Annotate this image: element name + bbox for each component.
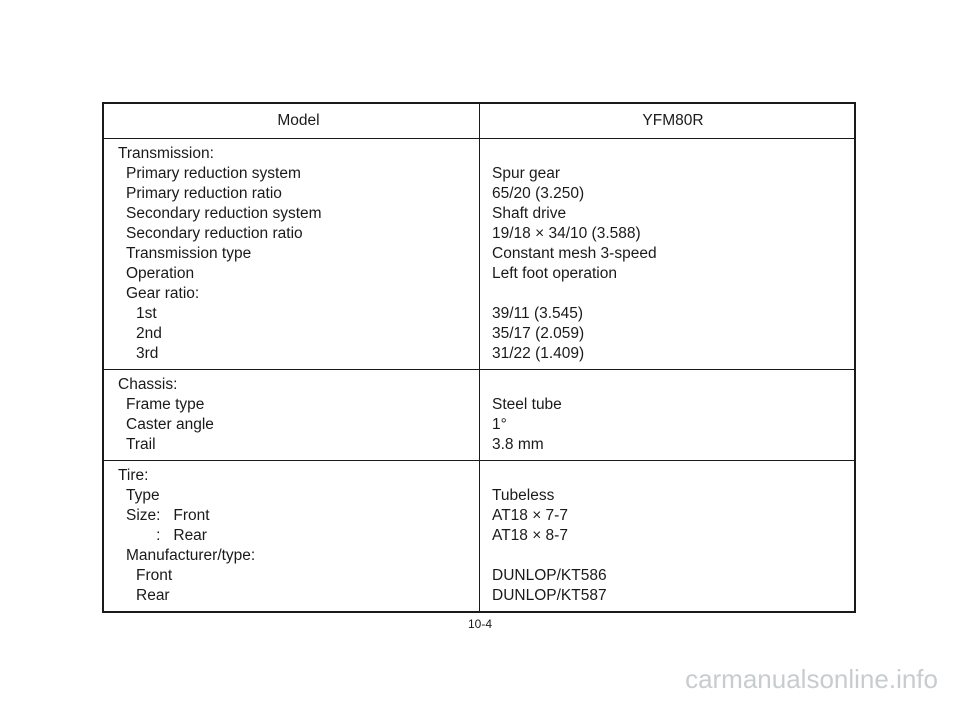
gear-ratio-label: Gear ratio:	[126, 285, 200, 302]
trail-value: 3.8 mm	[492, 436, 544, 453]
gear-3rd-label: 3rd	[136, 345, 159, 362]
table-header-row	[104, 104, 854, 138]
secondary-reduction-ratio-label: Secondary reduction ratio	[126, 225, 303, 242]
chassis-heading: Chassis:	[118, 376, 178, 393]
chassis-section	[104, 369, 854, 460]
size-front-label: Size: Front	[126, 507, 210, 524]
tire-section	[104, 460, 854, 611]
chassis-labels	[104, 370, 480, 460]
manufacturer-spacer	[492, 546, 854, 566]
gear-2nd-value: 35/17 (2.059)	[492, 325, 585, 342]
transmission-values	[480, 139, 854, 369]
tire-type-value: Tubeless	[492, 487, 555, 504]
gear-ratio-spacer	[492, 284, 854, 304]
gear-1st-label: 1st	[136, 305, 157, 322]
spec-table	[102, 102, 856, 613]
caster-angle-label: Caster angle	[126, 416, 214, 433]
tire-heading-spacer	[492, 466, 854, 486]
secondary-reduction-ratio-value: 19/18 × 34/10 (3.588)	[492, 225, 641, 242]
gear-2nd-label: 2nd	[136, 325, 162, 342]
transmission-type-label: Transmission type	[126, 245, 252, 262]
chassis-values	[480, 370, 854, 460]
manufacturer-label: Manufacturer/type:	[126, 547, 256, 564]
primary-reduction-ratio-label: Primary reduction ratio	[126, 185, 282, 202]
gear-1st-value: 39/11 (3.545)	[492, 305, 584, 322]
transmission-heading-spacer	[492, 144, 854, 164]
transmission-type-value: Constant mesh 3-speed	[492, 245, 657, 262]
tire-labels	[104, 461, 480, 611]
model-header-label: Model	[104, 104, 480, 138]
transmission-labels	[104, 139, 480, 369]
model-header-value: YFM80R	[642, 112, 704, 129]
manufacturer-front-value: DUNLOP/KT586	[492, 567, 607, 584]
tire-values	[480, 461, 854, 611]
manufacturer-rear-label: Rear	[136, 587, 170, 604]
secondary-reduction-system-value: Shaft drive	[492, 205, 567, 222]
watermark: carmanualsonline.info	[685, 664, 938, 694]
size-front-value: AT18 × 7-7	[492, 507, 568, 524]
operation-value: Left foot operation	[492, 265, 617, 282]
manufacturer-rear-value: DUNLOP/KT587	[492, 587, 607, 604]
caster-angle-value: 1°	[492, 416, 507, 433]
gear-3rd-value: 31/22 (1.409)	[492, 345, 585, 362]
operation-label: Operation	[126, 265, 195, 282]
manufacturer-front-label: Front	[136, 567, 173, 584]
frame-type-label: Frame type	[126, 396, 205, 413]
primary-reduction-system-label: Primary reduction system	[126, 165, 301, 182]
size-rear-label: : Rear	[126, 527, 207, 544]
transmission-heading: Transmission:	[118, 145, 214, 162]
tire-heading: Tire:	[118, 467, 149, 484]
secondary-reduction-system-label: Secondary reduction system	[126, 205, 322, 222]
chassis-heading-spacer	[492, 375, 854, 395]
frame-type-value: Steel tube	[492, 396, 562, 413]
trail-label: Trail	[126, 436, 156, 453]
primary-reduction-system-value: Spur gear	[492, 165, 561, 182]
size-rear-value: AT18 × 8-7	[492, 527, 568, 544]
page-number: 10-4	[467, 617, 493, 631]
transmission-section	[104, 138, 854, 369]
primary-reduction-ratio-value: 65/20 (3.250)	[492, 185, 585, 202]
tire-type-label: Type	[126, 487, 160, 504]
